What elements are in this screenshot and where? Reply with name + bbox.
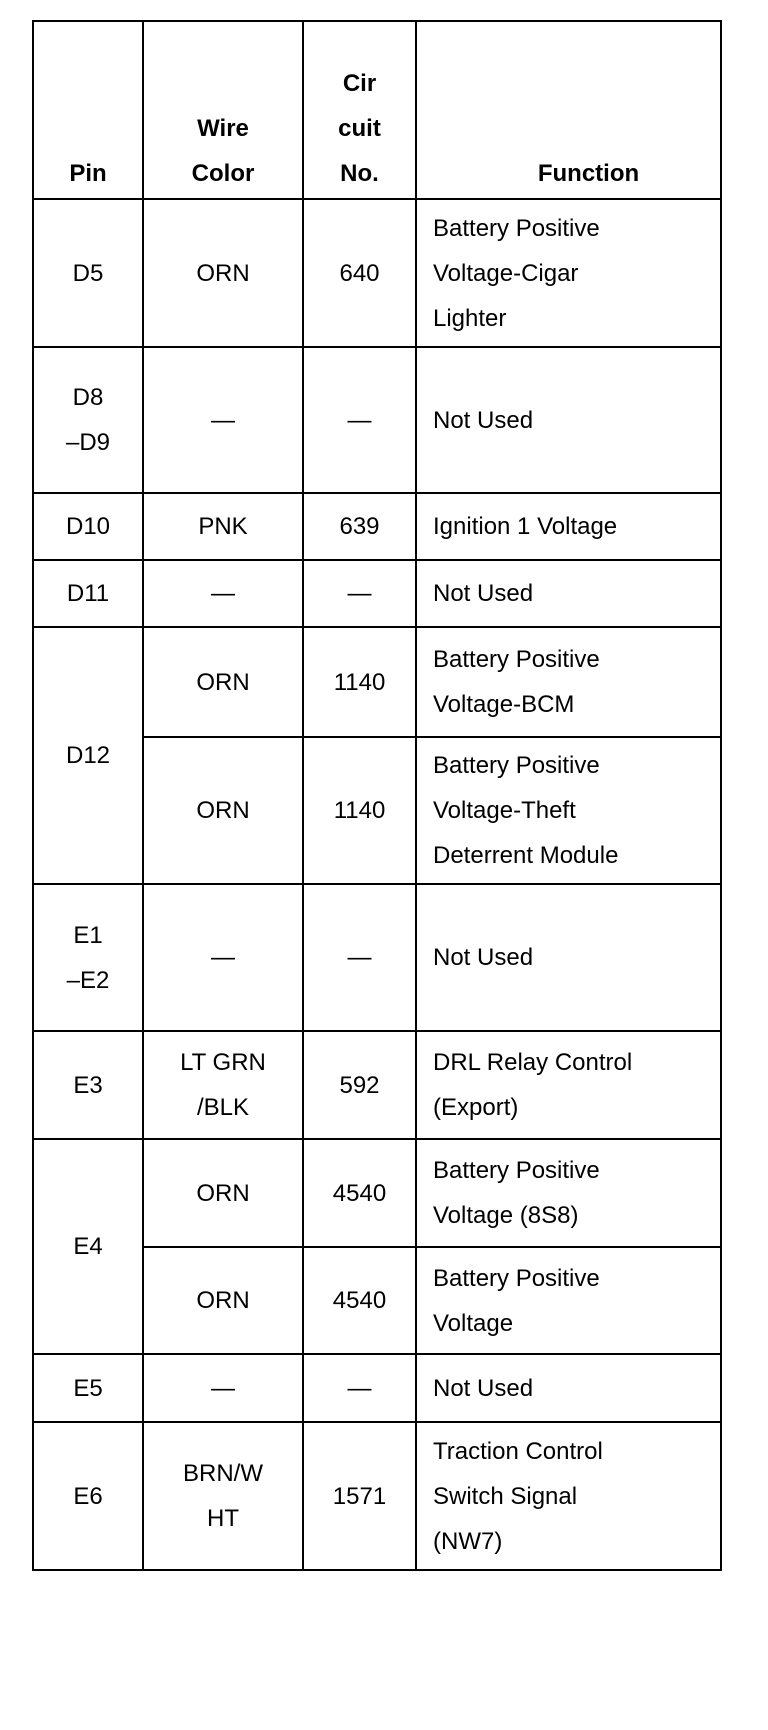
table-row: [33, 493, 721, 560]
wire-color-cell: ORN: [143, 199, 303, 347]
connector-pinout-table-wrapper: [32, 20, 722, 1571]
circuit-cell: 4540: [303, 1247, 416, 1354]
header-circuit-no: Cir cuit No.: [303, 21, 416, 199]
circuit-cell: 1140: [303, 627, 416, 737]
wire-color-cell: —: [143, 560, 303, 627]
wire-color-cell: —: [143, 884, 303, 1031]
pin-cell: D10: [33, 493, 143, 560]
table-row: [33, 1031, 721, 1139]
function-cell: Battery Positive Voltage-BCM: [416, 627, 721, 737]
pin-cell: D5: [33, 199, 143, 347]
table-row: [33, 347, 721, 493]
table-row: [33, 199, 721, 347]
header-function: Function: [416, 21, 721, 199]
wire-color-cell: ORN: [143, 627, 303, 737]
function-cell: Battery Positive Voltage-Theft Deterrent Module: [416, 737, 721, 884]
pin-cell: E5: [33, 1354, 143, 1422]
wire-color-cell: —: [143, 347, 303, 493]
circuit-cell: —: [303, 347, 416, 493]
wire-color-cell: LT GRN /BLK: [143, 1031, 303, 1139]
function-cell: Battery Positive Voltage (8S8): [416, 1139, 721, 1247]
function-cell: Battery Positive Voltage: [416, 1247, 721, 1354]
wire-color-cell: BRN/W HT: [143, 1422, 303, 1570]
circuit-cell: —: [303, 884, 416, 1031]
function-cell: Not Used: [416, 347, 721, 493]
table-row: [33, 560, 721, 627]
function-cell: DRL Relay Control (Export): [416, 1031, 721, 1139]
header-wire-color: Wire Color: [143, 21, 303, 199]
circuit-cell: 1571: [303, 1422, 416, 1570]
wire-color-cell: ORN: [143, 737, 303, 884]
pin-cell: E3: [33, 1031, 143, 1139]
circuit-cell: 640: [303, 199, 416, 347]
pin-cell: E1 –E2: [33, 884, 143, 1031]
table-row: [33, 627, 721, 737]
circuit-cell: —: [303, 560, 416, 627]
pin-cell: D8 –D9: [33, 347, 143, 493]
function-cell: Battery Positive Voltage-Cigar Lighter: [416, 199, 721, 347]
pin-cell: D12: [33, 627, 143, 884]
wire-color-cell: ORN: [143, 1247, 303, 1354]
header-row: [33, 21, 721, 199]
function-cell: Not Used: [416, 560, 721, 627]
wire-color-cell: —: [143, 1354, 303, 1422]
circuit-cell: 639: [303, 493, 416, 560]
circuit-cell: 4540: [303, 1139, 416, 1247]
pin-cell: E4: [33, 1139, 143, 1354]
table-row: [33, 1139, 721, 1247]
table-row: [33, 1354, 721, 1422]
function-cell: Not Used: [416, 884, 721, 1031]
function-cell: Not Used: [416, 1354, 721, 1422]
circuit-cell: 592: [303, 1031, 416, 1139]
circuit-cell: —: [303, 1354, 416, 1422]
wire-color-cell: ORN: [143, 1139, 303, 1247]
pin-cell: E6: [33, 1422, 143, 1570]
function-cell: Ignition 1 Voltage: [416, 493, 721, 560]
function-cell: Traction Control Switch Signal (NW7): [416, 1422, 721, 1570]
connector-pinout-table: [32, 20, 722, 1571]
pin-cell: D11: [33, 560, 143, 627]
wire-color-cell: PNK: [143, 493, 303, 560]
table-row: [33, 1422, 721, 1570]
table-row: [33, 884, 721, 1031]
header-pin: Pin: [33, 21, 143, 199]
circuit-cell: 1140: [303, 737, 416, 884]
